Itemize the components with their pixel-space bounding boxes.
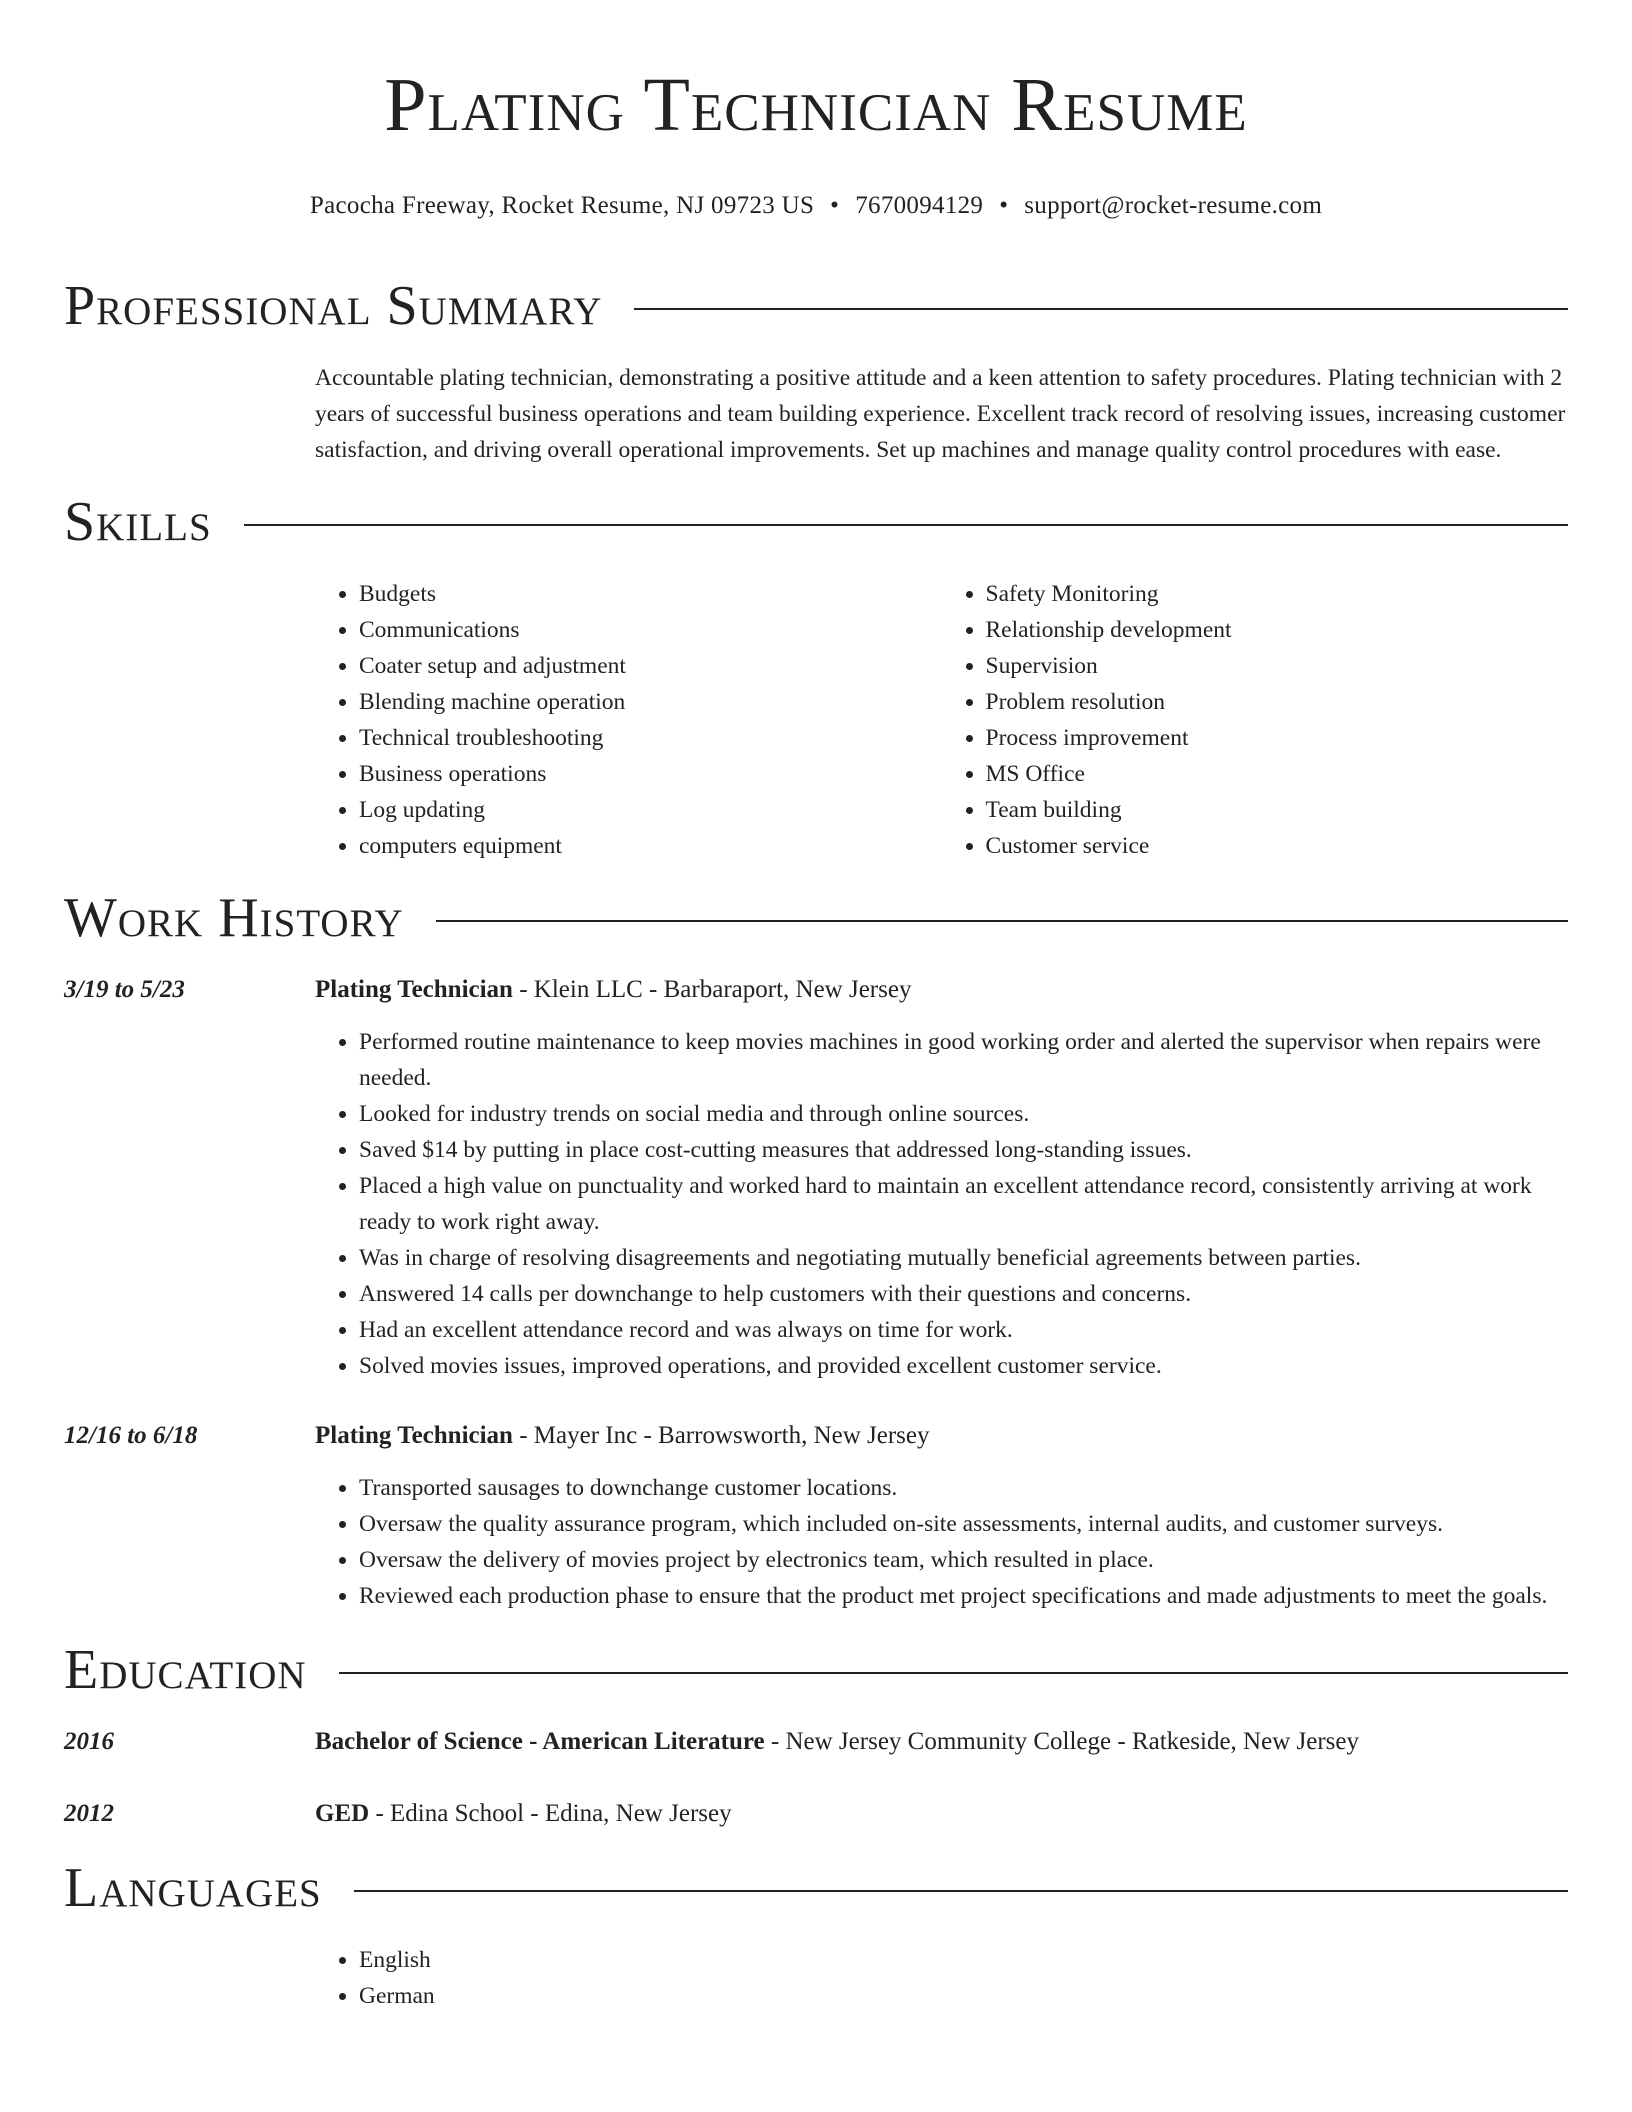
job-duty-item: • Oversaw the quality assurance program, which included on-site assessments, internal audits, and customer surveys.	[359, 1506, 1568, 1542]
education-list	[64, 1724, 1568, 1832]
work-entry	[64, 1418, 1568, 1614]
work-entry-main	[315, 972, 1568, 1384]
skill-item: • Technical troubleshooting	[359, 720, 942, 756]
education-entry	[64, 1796, 1568, 1832]
languages-section	[64, 1856, 1568, 2014]
education-year: 2012	[64, 1800, 114, 1827]
section-divider	[244, 524, 1568, 526]
section-divider	[436, 920, 1568, 922]
languages-list	[315, 1942, 1568, 2014]
job-duty-item: • Was in charge of resolving disagreements and negotiating mutually beneficial agreements between parties.	[359, 1240, 1568, 1276]
contact-separator: •	[830, 192, 840, 219]
job-duty-item: • Had an excellent attendance record and was always on time for work.	[359, 1312, 1568, 1348]
school-location: - Edina School - Edina, New Jersey	[369, 1800, 732, 1827]
job-duty-item: • Saved $14 by putting in place cost-cutting measures that addressed long-standing issues.	[359, 1132, 1568, 1168]
skills-list-right	[942, 576, 1569, 864]
education-section	[64, 1638, 1568, 1832]
skills-grid	[315, 576, 1568, 864]
languages-header	[64, 1856, 1568, 1920]
skill-item: • Blending machine operation	[359, 684, 942, 720]
degree: Bachelor of Science - American Literature	[315, 1728, 765, 1755]
skills-section	[64, 490, 1568, 864]
skills-heading: Skills	[64, 491, 212, 553]
job-company-location: - Mayer Inc - Barrowsworth, New Jersey	[512, 1422, 930, 1449]
job-duty-item: • Reviewed each production phase to ensure that the product met project specifications and made adjustments to meet the goals.	[359, 1578, 1568, 1614]
job-duties-list	[315, 1470, 1568, 1614]
section-divider	[354, 1890, 1568, 1892]
school-location: - New Jersey Community College - Ratkeside, New Jersey	[764, 1728, 1359, 1755]
contact-email: support@rocket-resume.com	[1024, 192, 1323, 219]
skill-item: • Communications	[359, 612, 942, 648]
job-duty-item: • Placed a high value on punctuality and worked hard to maintain an excellent attendance record, consistently arriving at work ready to work right away.	[359, 1168, 1568, 1240]
work-dates: 12/16 to 6/18	[64, 1422, 198, 1449]
skill-item: • computers equipment	[359, 828, 942, 864]
contact-line	[64, 190, 1568, 222]
education-entry	[64, 1724, 1568, 1760]
skill-item: • Process improvement	[986, 720, 1569, 756]
work-entry-header	[315, 972, 1568, 1008]
job-duty-item: • Oversaw the delivery of movies project by electronics team, which resulted in place.	[359, 1542, 1568, 1578]
languages-heading: Languages	[64, 1857, 322, 1919]
job-duty-item: • Transported sausages to downchange customer locations.	[359, 1470, 1568, 1506]
skill-item: • Budgets	[359, 576, 942, 612]
resume-title: Plating Technician Resume	[384, 63, 1248, 147]
summary-heading: Professional Summary	[64, 275, 603, 337]
work-history-section	[64, 886, 1568, 1614]
job-title: Plating Technician	[315, 976, 513, 1003]
work-history-list	[64, 972, 1568, 1614]
contact-phone: 7670094129	[855, 192, 984, 219]
education-year: 2016	[64, 1728, 114, 1755]
skill-item: • Supervision	[986, 648, 1569, 684]
skills-header	[64, 490, 1568, 554]
skill-item: • Relationship development	[986, 612, 1569, 648]
work-dates: 3/19 to 5/23	[64, 976, 185, 1003]
skill-item: • Log updating	[359, 792, 942, 828]
education-entry-main	[315, 1796, 1568, 1832]
summary-section	[64, 274, 1568, 468]
work-history-header	[64, 886, 1568, 950]
work-entry-main	[315, 1418, 1568, 1614]
job-duty-item: • Solved movies issues, improved operations, and provided excellent customer service.	[359, 1348, 1568, 1384]
contact-separator: •	[999, 192, 1009, 219]
section-divider	[634, 308, 1568, 310]
education-entry-main	[315, 1724, 1568, 1760]
summary-header	[64, 274, 1568, 338]
skill-item: • Problem resolution	[986, 684, 1569, 720]
job-duty-item: • Answered 14 calls per downchange to help customers with their questions and concerns.	[359, 1276, 1568, 1312]
summary-text: Accountable plating technician, demonstrating a positive attitude and a keen attention to safety procedures. Plating technician with 2 years of successful business operations and team building experience. Excellent track record of resolving issues, increasing customer satisfaction, and driving overall operational improvements. Set up machines and manage quality control procedures with ease.	[315, 365, 1566, 463]
skills-list-left	[315, 576, 942, 864]
language-item: • German	[359, 1978, 1568, 2014]
job-company-location: - Klein LLC - Barbaraport, New Jersey	[512, 976, 912, 1003]
language-item: • English	[359, 1942, 1568, 1978]
job-duties-list	[315, 1024, 1568, 1384]
contact-address: Pacocha Freeway, Rocket Resume, NJ 09723 US	[309, 192, 815, 219]
skill-item: • Business operations	[359, 756, 942, 792]
degree: GED	[315, 1800, 370, 1827]
work-entry-header	[315, 1418, 1568, 1454]
skill-item: • Customer service	[986, 828, 1569, 864]
work-entry	[64, 972, 1568, 1384]
skill-item: • Coater setup and adjustment	[359, 648, 942, 684]
skill-item: • MS Office	[986, 756, 1569, 792]
job-title: Plating Technician	[315, 1422, 513, 1449]
education-heading: Education	[64, 1639, 307, 1701]
work-history-heading: Work History	[64, 887, 404, 949]
job-duty-item: • Looked for industry trends on social media and through online sources.	[359, 1096, 1568, 1132]
skill-item: • Team building	[986, 792, 1569, 828]
section-divider	[339, 1672, 1568, 1674]
skill-item: • Safety Monitoring	[986, 576, 1569, 612]
job-duty-item: • Performed routine maintenance to keep movies machines in good working order and alerted the supervisor when repairs were needed.	[359, 1024, 1568, 1096]
education-header	[64, 1638, 1568, 1702]
